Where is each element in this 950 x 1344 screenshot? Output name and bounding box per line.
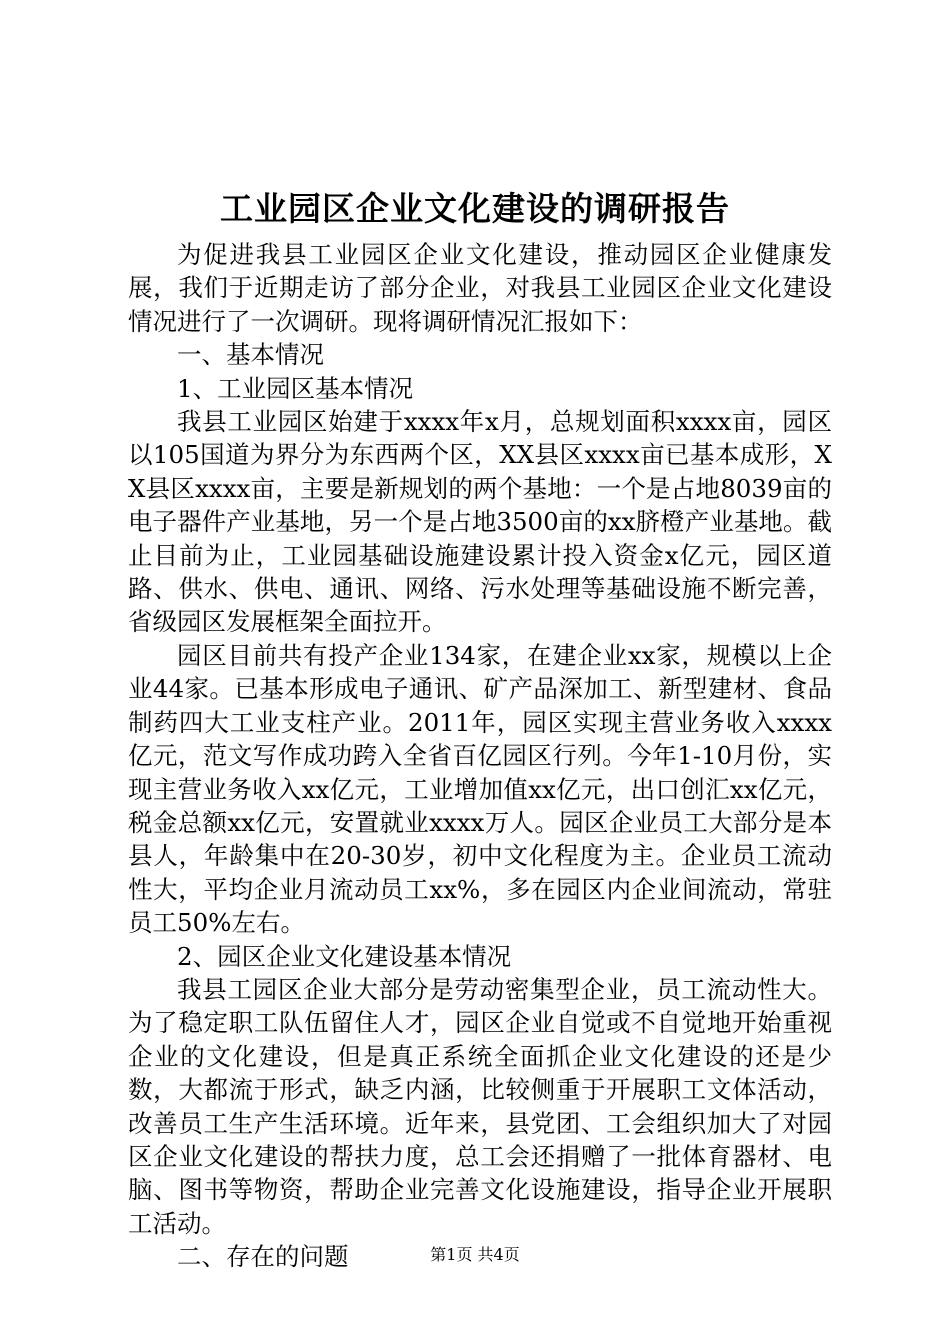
document-title: 工业园区企业文化建设的调研报告 xyxy=(220,189,730,228)
document-body xyxy=(128,238,832,1274)
culture-construction-paragraph: 我县工园区企业大部分是劳动密集型企业，员工流动性大。为了稳定职工队伍留住人才，园区企业自觉或不自觉地开始重视企业的文化建设，但是真正系统全面抓企业文化建设的还是少数，大都流于形式，缺乏内涵，比较侧重于开展职工文体活动，改善员工生产生活环境。近年来，县党团、工会组织加大了对园区企业文化建设的帮扶力度，总工会还捐赠了一批体育器材、电脑、图书等物资，帮助企业完善文化设施建设，指导企业开展职工活动。 xyxy=(128,974,832,1238)
park-enterprises-paragraph: 园区目前共有投产企业134家，在建企业xx家，规模以上企业44家。已基本形成电子通讯、矿产品深加工、新型建材、食品制药四大工业支柱产业。2011年，园区实现主营业务收入xxxx亿元，范文写作成功跨入全省百亿园区行列。今年1-10月份，实现主营业务收入xx亿元，工业增加值xx亿元，出口创汇xx亿元，税金总额xx亿元，安置就业xxxx万人。园区企业员工大部分是本县人，年龄集中在20-30岁，初中文化程度为主。企业员工流动性大，平均企业月流动员工xx%，多在园区内企业间流动，常驻员工50%左右。 xyxy=(128,640,832,938)
subsection-heading-culture-construction: 2、园区企业文化建设基本情况 xyxy=(177,941,512,971)
subsection-heading-park-basics: 1、工业园区基本情况 xyxy=(177,373,414,403)
section-heading-basic-situation: 一、基本情况 xyxy=(177,340,324,370)
page-footer: 第1页 共4页 xyxy=(430,1245,520,1264)
intro-paragraph: 为促进我县工业园区企业文化建设，推动园区企业健康发展，我们于近期走访了部分企业，对我县工业园区企业文化建设情况进行了一次调研。现将调研情况汇报如下： xyxy=(128,240,832,336)
section-heading-existing-problems: 二、存在的问题 xyxy=(177,1242,349,1272)
park-basics-paragraph: 我县工业园区始建于xxxx年x月，总规划面积xxxx亩，园区以105国道为界分为东西两个区，XX县区xxxx亩已基本成形，XX县区xxxx亩，主要是新规划的两个基地：一个是占地8039亩的电子器件产业基地，另一个是占地3500亩的xx脐橙产业基地。截止目前为止，工业园基础设施建设累计投入资金x亿元，园区道路、供水、供电、通讯、网络、污水处理等基础设施不断完善，省级园区发展框架全面拉开。 xyxy=(128,407,832,637)
